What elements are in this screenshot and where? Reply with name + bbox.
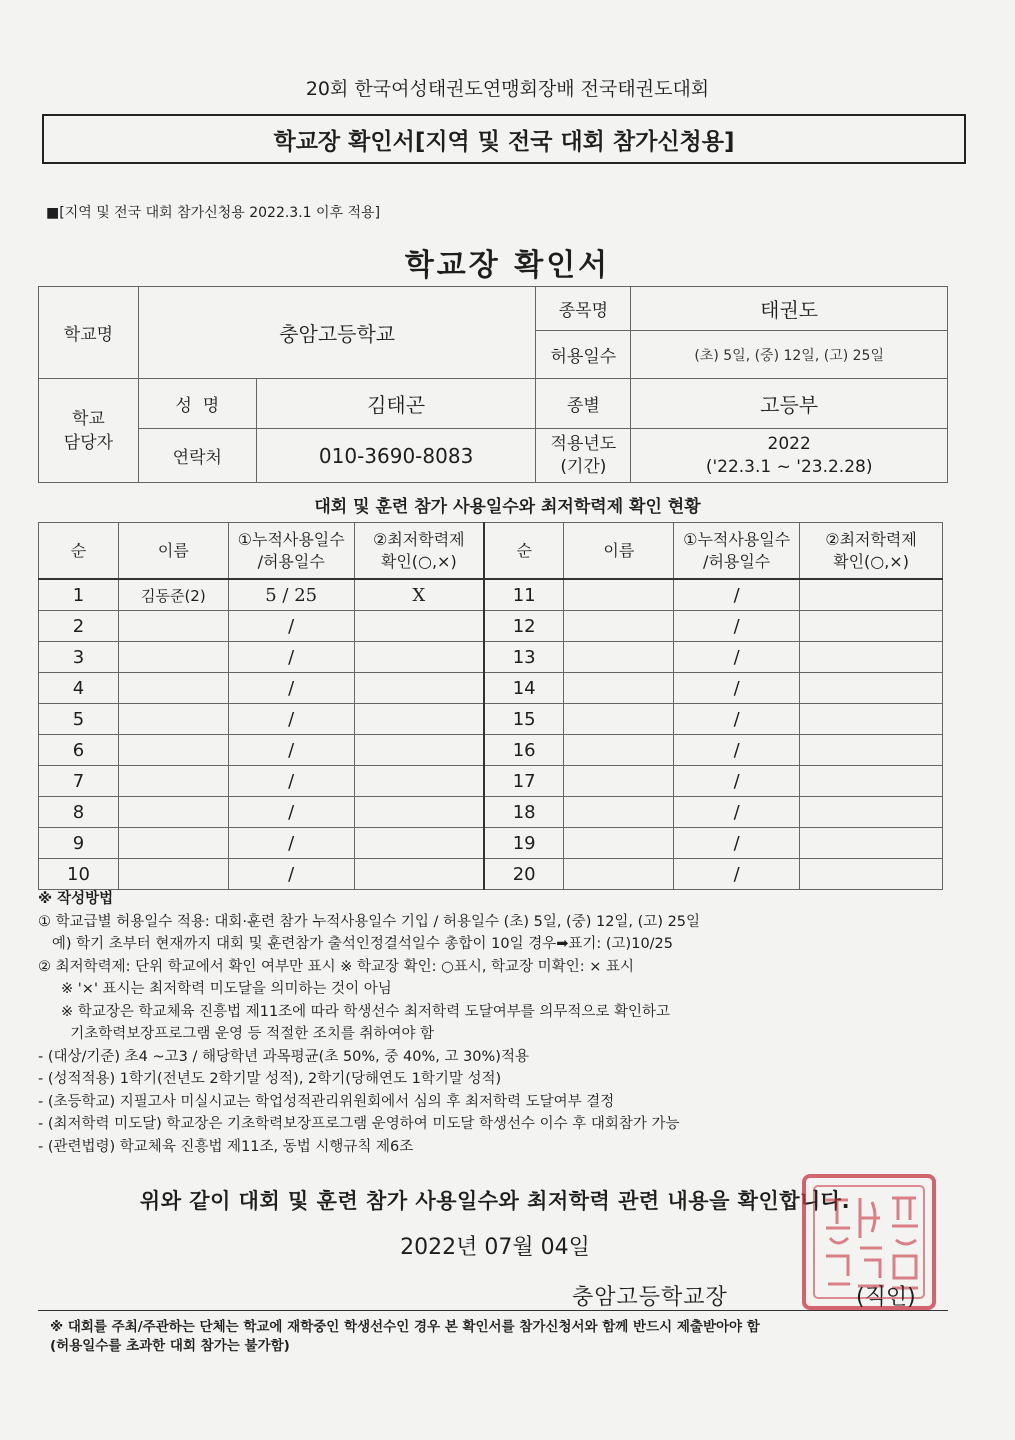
right-days-cell: / (674, 735, 800, 766)
left-name-cell (118, 797, 228, 828)
left-name-cell (118, 642, 228, 673)
left-no-cell: 2 (39, 611, 119, 642)
header-days-line1: ①누적사용일수 (237, 529, 345, 549)
method-line: ※ 학교장은 학교체육 진흥법 제11조에 따라 학생선수 최저학력 도달여부를 의무적으로 확인하고 (38, 1003, 670, 1020)
footer-notice (50, 1318, 760, 1356)
confirmation-statement: 위와 같이 대회 및 훈련 참가 사용일수와 최저학력 관련 내용을 확인합니다. (139, 1189, 851, 1213)
school-name-value: 충암고등학교 (138, 287, 536, 379)
table-row (39, 828, 943, 859)
right-no-cell: 13 (484, 642, 564, 673)
contact-label: 연락처 (138, 429, 256, 483)
method-line: ※ '×' 표시는 최저학력 미도달을 의미하는 것이 아님 (38, 981, 392, 997)
left-no-cell: 1 (39, 579, 119, 611)
right-min-cell (800, 673, 943, 704)
method-line: - (성적적용) 1학기(전년도 2학기말 성적), 2학기(당해연도 1학기말 성적) (38, 1071, 502, 1087)
event-title: 20회 한국여성태권도연맹회장배 전국태권도대회 (305, 78, 710, 100)
right-no-cell: 19 (484, 828, 564, 859)
header-no: 순 (39, 523, 119, 580)
table-row (39, 859, 943, 890)
right-no-cell: 16 (484, 735, 564, 766)
left-days-cell: / (228, 704, 354, 735)
table-row (39, 642, 943, 673)
left-min-cell (354, 766, 484, 797)
application-notice: ■[지역 및 전국 대회 참가신청용 2022.3.1 이후 적용] (46, 205, 381, 221)
method-line: - (관련법령) 학교체육 진흥법 제11조, 동법 시행규칙 제6조 (38, 1138, 414, 1155)
period-year: 2022 (767, 433, 811, 454)
header-days-line2: /허용일수 (703, 551, 771, 571)
header-name: 이름 (118, 523, 228, 580)
right-name-cell (564, 704, 674, 735)
left-min-cell (354, 828, 484, 859)
method-title: ※ 작성방법 (38, 891, 114, 907)
left-days-cell: / (228, 797, 354, 828)
left-min-cell (354, 611, 484, 642)
division-label: 종별 (536, 379, 631, 429)
table-row (39, 735, 943, 766)
left-min-cell (354, 673, 484, 704)
right-min-cell (800, 579, 943, 611)
period-range: ('22.3.1 ~ '23.2.28) (705, 456, 873, 477)
header-name: 이름 (564, 523, 674, 580)
table-row (39, 673, 943, 704)
header-days (674, 523, 800, 580)
right-no-cell: 12 (484, 611, 564, 642)
right-no-cell: 17 (484, 766, 564, 797)
writing-method-section (38, 888, 968, 1158)
left-no-cell: 10 (39, 859, 119, 890)
principal-name: 충암고등학교장 (572, 1285, 728, 1310)
left-no-cell: 7 (39, 766, 119, 797)
right-days-cell: / (674, 704, 800, 735)
table-row (39, 797, 943, 828)
right-min-cell (800, 859, 943, 890)
right-name-cell (564, 859, 674, 890)
left-no-cell: 4 (39, 673, 119, 704)
right-min-cell (800, 735, 943, 766)
left-name-cell (118, 673, 228, 704)
table-row (39, 579, 943, 611)
period-value (631, 429, 948, 483)
left-no-cell: 5 (39, 704, 119, 735)
table-row (39, 611, 943, 642)
method-line: 기초학력보장프로그램 운영 등 적절한 조치를 취하여야 함 (38, 1026, 435, 1042)
sport-value: 태권도 (631, 287, 948, 331)
right-days-cell: / (674, 859, 800, 890)
left-no-cell: 8 (39, 797, 119, 828)
right-name-cell (564, 828, 674, 859)
right-name-cell (564, 611, 674, 642)
allowed-days-value: (초) 5일, (중) 12일, (고) 25일 (631, 331, 948, 379)
right-min-cell (800, 828, 943, 859)
left-name-cell: 김동준(2) (118, 579, 228, 611)
right-min-cell (800, 642, 943, 673)
left-no-cell: 9 (39, 828, 119, 859)
header-min-line1: ②최저학력제 (825, 529, 917, 549)
left-name-cell (118, 704, 228, 735)
right-days-cell: / (674, 673, 800, 704)
right-min-cell (800, 797, 943, 828)
form-title: 학교장 확인서 (404, 248, 611, 283)
sport-label: 종목명 (536, 287, 631, 331)
header-days-line1: ①누적사용일수 (683, 529, 791, 549)
right-min-cell (800, 611, 943, 642)
left-name-cell (118, 611, 228, 642)
left-name-cell (118, 859, 228, 890)
left-no-cell: 3 (39, 642, 119, 673)
period-label: 적용년도 (기간) (536, 429, 631, 483)
table-row (39, 704, 943, 735)
table-row (39, 766, 943, 797)
method-line: - (대상/기준) 초4 ~고3 / 해당학년 과목평균(초 50%, 중 40%, 고 30%)적용 (38, 1048, 529, 1065)
right-days-cell: / (674, 797, 800, 828)
method-line: - (초등학교) 지필고사 미실시교는 학업성적관리위원회에서 심의 후 최저학력 도달여부 결정 (38, 1093, 615, 1110)
left-name-cell (118, 766, 228, 797)
left-min-cell (354, 735, 484, 766)
left-days-cell: / (228, 673, 354, 704)
footer-line-1: ※ 대회를 주최/주관하는 단체는 학교에 재학중인 학생선수인 경우 본 확인서를 참가신청서와 함께 반드시 제출받아야 함 (50, 1319, 760, 1335)
right-min-cell (800, 766, 943, 797)
method-line: 예) 학기 초부터 현재까지 대회 및 훈련참가 출석인정결석일수 총합이 10일 경우➡표기: (고)10/25 (38, 936, 674, 952)
right-no-cell: 14 (484, 673, 564, 704)
right-days-cell: / (674, 579, 800, 611)
left-days-cell: 5 / 25 (228, 579, 354, 611)
manager-label: 학교 담당자 (39, 379, 139, 483)
left-min-cell (354, 642, 484, 673)
header-min-line2: 확인(○,×) (380, 551, 457, 571)
document-title-box: 학교장 확인서[지역 및 전국 대회 참가신청용] (42, 114, 966, 164)
left-days-cell: / (228, 859, 354, 890)
division-value: 고등부 (631, 379, 948, 429)
footer-divider (38, 1310, 948, 1311)
right-name-cell (564, 579, 674, 611)
header-min (800, 523, 943, 580)
right-name-cell (564, 766, 674, 797)
header-days-line2: /허용일수 (257, 551, 325, 571)
usage-status-table (38, 522, 943, 890)
right-days-cell: / (674, 642, 800, 673)
right-min-cell (800, 704, 943, 735)
method-line: ② 최저학력제: 단위 학교에서 확인 여부만 표시 ※ 학교장 확인: ○표시, 학교장 미확인: × 표시 (38, 958, 634, 975)
seal-glyph-strokes (826, 1198, 918, 1288)
left-min-cell: X (354, 579, 484, 611)
manager-name-value: 김태곤 (256, 379, 536, 429)
left-min-cell (354, 797, 484, 828)
school-info-table (38, 286, 948, 483)
left-min-cell (354, 859, 484, 890)
right-no-cell: 15 (484, 704, 564, 735)
header-min (354, 523, 484, 580)
right-no-cell: 18 (484, 797, 564, 828)
left-days-cell: / (228, 735, 354, 766)
left-min-cell (354, 704, 484, 735)
issue-date: 2022년 07월 04일 (400, 1235, 590, 1260)
right-name-cell (564, 797, 674, 828)
name-label: 성 명 (138, 379, 256, 429)
right-no-cell: 11 (484, 579, 564, 611)
right-name-cell (564, 673, 674, 704)
right-days-cell: / (674, 828, 800, 859)
allowed-days-label: 허용일수 (536, 331, 631, 379)
left-days-cell: / (228, 611, 354, 642)
seal-label: (직인) (856, 1285, 916, 1310)
header-min-line1: ②최저학력제 (372, 529, 465, 549)
method-line: - (최저학력 미도달) 학교장은 기초학력보장프로그램 운영하여 미도달 학생선수 이수 후 대회참가 가능 (38, 1116, 680, 1132)
right-name-cell (564, 642, 674, 673)
left-no-cell: 6 (39, 735, 119, 766)
footer-line-2: (허용일수를 초과한 대회 참가는 불가함) (50, 1338, 290, 1354)
header-days (228, 523, 354, 580)
left-days-cell: / (228, 828, 354, 859)
right-days-cell: / (674, 766, 800, 797)
header-no: 순 (484, 523, 564, 580)
school-name-label: 학교명 (39, 287, 139, 379)
status-section-title: 대회 및 훈련 참가 사용일수와 최저학력제 확인 현황 (314, 497, 701, 517)
right-days-cell: / (674, 611, 800, 642)
right-no-cell: 20 (484, 859, 564, 890)
left-name-cell (118, 828, 228, 859)
right-name-cell (564, 735, 674, 766)
method-line: ① 학교급별 허용일수 적용: 대회·훈련 참가 누적사용일수 기입 / 허용일수 (초) 5일, (중) 12일, (고) 25일 (38, 913, 701, 930)
left-days-cell: / (228, 766, 354, 797)
left-name-cell (118, 735, 228, 766)
contact-value: 010-3690-8083 (256, 429, 536, 483)
header-min-line2: 확인(○,×) (833, 551, 909, 571)
left-days-cell: / (228, 642, 354, 673)
